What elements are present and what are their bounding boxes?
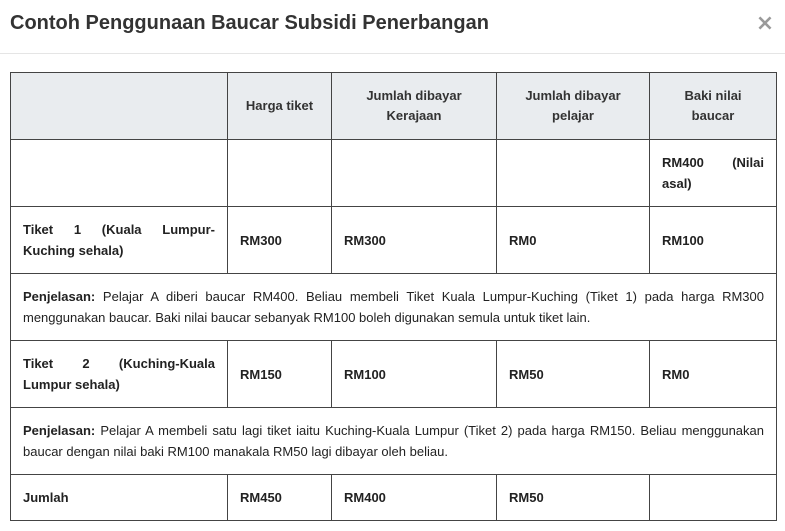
cell-ticket-1-student: RM0: [497, 207, 650, 274]
explanation-2-cell: [11, 408, 777, 475]
voucher-example-table: [10, 72, 777, 521]
header-ticket-price: Harga tiket: [228, 73, 332, 140]
cell: [497, 140, 650, 207]
cell: [332, 140, 497, 207]
voucher-table-container: [10, 72, 777, 521]
explanation-1-text: Pelajar A diberi baucar RM400. Beliau membeli Tiket Kuala Lumpur-Kuching (Tiket 1) pada harga RM300 menggunakan baucar. Baki nilai baucar sebanyak RM100 boleh digunakan semula untuk tiket lain.: [23, 289, 764, 325]
table-row-explanation-2: [11, 408, 777, 475]
table-row-ticket-1: [11, 207, 777, 274]
cell-total-price: RM450: [228, 475, 332, 521]
cell-total-student: RM50: [497, 475, 650, 521]
ticket-1-label: Tiket 1 (Kuala Lumpur-Kuching sehala): [23, 222, 215, 258]
table-row-ticket-2: [11, 341, 777, 408]
explanation-1-cell: [11, 274, 777, 341]
cell-total-government: RM400: [332, 475, 497, 521]
header-empty: [11, 73, 228, 140]
cell-ticket-1-balance: RM100: [650, 207, 777, 274]
table-header-row: [11, 73, 777, 140]
table-row-initial: [11, 140, 777, 207]
cell-ticket-1-price: RM300: [228, 207, 332, 274]
explanation-1-label: Penjelasan:: [23, 289, 96, 304]
cell-ticket-label: [11, 341, 228, 408]
cell-ticket-2-student: RM50: [497, 341, 650, 408]
header-voucher-balance: Baki nilai baucar: [650, 73, 777, 140]
modal-title: Contoh Penggunaan Baucar Subsidi Penerbangan: [10, 12, 489, 34]
cell-initial-balance: RM400 (Nilai asal): [650, 140, 777, 207]
cell-ticket-2-price: RM150: [228, 341, 332, 408]
cell-ticket-2-balance: RM0: [650, 341, 777, 408]
explanation-2-label: Penjelasan:: [23, 423, 96, 438]
cell-total-label: Jumlah: [11, 475, 228, 521]
cell: [11, 140, 228, 207]
explanation-2-text: Pelajar A membeli satu lagi tiket iaitu Kuching-Kuala Lumpur (Tiket 2) pada harga RM150. Beliau menggunakan baucar dengan nilai baki RM100 manakala RM50 lagi dibayar oleh beliau.: [23, 423, 764, 459]
table-row-explanation-1: [11, 274, 777, 341]
table-row-total: [11, 475, 777, 521]
header-government-paid: Jumlah dibayar Kerajaan: [332, 73, 497, 140]
ticket-2-label: Tiket 2 (Kuching-Kuala Lumpur sehala): [23, 356, 215, 392]
cell-ticket-label: [11, 207, 228, 274]
cell-total-balance: [650, 475, 777, 521]
close-icon[interactable]: ×: [755, 11, 775, 36]
modal-header: [0, 0, 785, 54]
cell-ticket-1-government: RM300: [332, 207, 497, 274]
header-student-paid: Jumlah dibayar pelajar: [497, 73, 650, 140]
cell: [228, 140, 332, 207]
cell-ticket-2-government: RM100: [332, 341, 497, 408]
